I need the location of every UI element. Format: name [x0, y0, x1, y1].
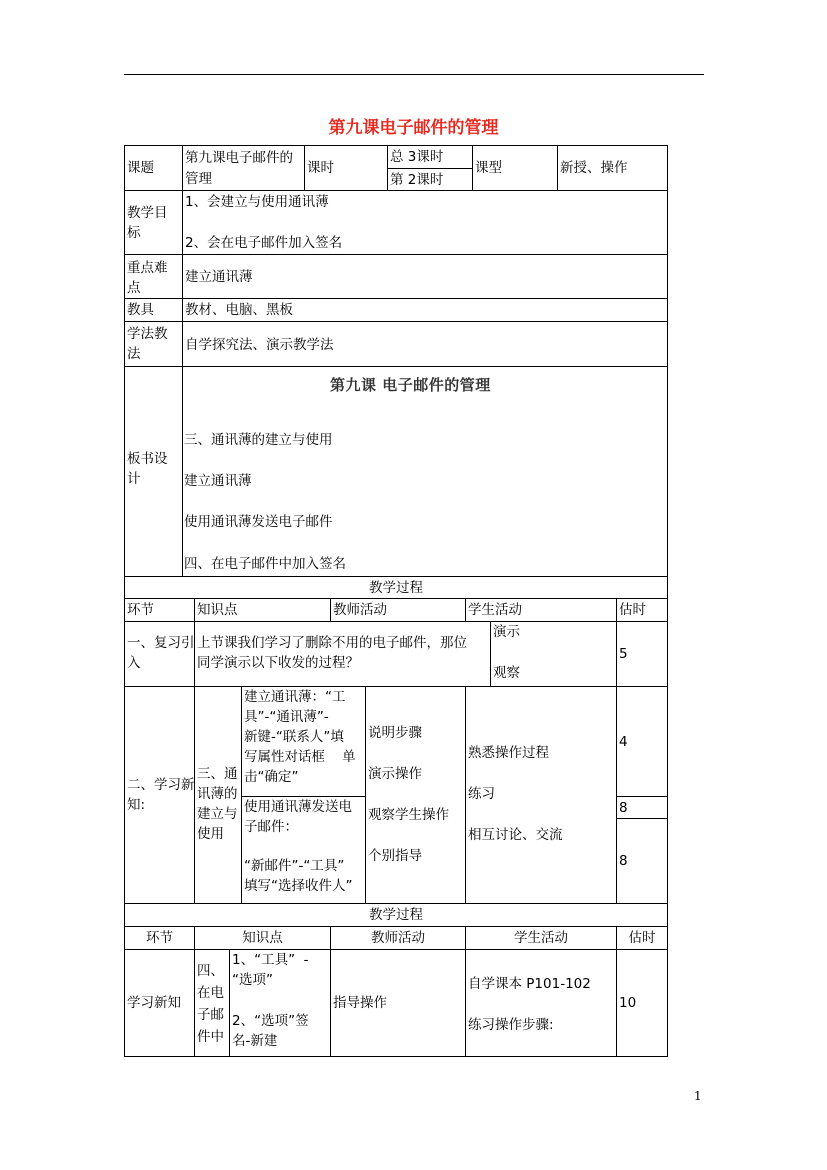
new-topic-line: 建立与: [197, 806, 238, 822]
student-activity: 练习: [468, 786, 495, 802]
sub1-line: 击“确定”: [244, 769, 299, 785]
new-sub2: [241, 796, 366, 904]
stage-2: 学习新知: [124, 949, 195, 1057]
student-activity: 相互讨论、交流: [468, 827, 563, 843]
sub1-line: 建立通讯薄：“工: [244, 689, 346, 705]
review-stage: [124, 621, 195, 687]
method-label-line: 法: [127, 346, 141, 362]
key-label-line: 重点难: [127, 260, 168, 276]
tools-value: 教材、电脑、黑板: [182, 298, 668, 322]
process-title-2: 教学过程: [124, 903, 668, 927]
board-line: 建立通讯薄: [184, 473, 252, 489]
keshi-label: 课时: [304, 145, 388, 191]
keti-value-line: 第九课电子邮件的: [185, 150, 293, 166]
teacher-activity: 观察学生操作: [368, 807, 449, 823]
point-line: “选项”: [232, 972, 273, 988]
goals-value: [182, 190, 668, 255]
col-student: 学生活动: [465, 598, 617, 622]
page-number: 1: [694, 1089, 702, 1103]
review-student: [490, 621, 617, 687]
keshi-current: [387, 168, 473, 191]
col-knowledge-2: 知识点: [194, 926, 331, 950]
review-text-line: 同学演示以下收发的过程？: [197, 655, 359, 671]
key-label-line: 点: [127, 280, 141, 296]
topic-2: [194, 949, 230, 1057]
time-2: 10: [616, 949, 668, 1057]
topic-2-line: 子邮: [197, 1007, 224, 1023]
col-time: 估时: [616, 598, 668, 622]
goals-label: [124, 190, 183, 255]
sub1-line: 新键-“联系人”填: [244, 729, 344, 745]
points-2: [229, 949, 331, 1057]
tools-label: 教具: [124, 298, 183, 322]
board-value: [182, 366, 668, 577]
review-stage-line: 入: [127, 655, 141, 671]
student-activity: 熟悉操作过程: [468, 745, 549, 761]
goals-label-line: 教学目: [127, 205, 168, 221]
new-stage-line: 二、学习新: [127, 777, 195, 793]
new-topic-line: 使用: [197, 826, 224, 842]
keshi-total-text: 总 3课时: [390, 149, 444, 165]
teacher-2: 指导操作: [330, 949, 466, 1057]
sub2-line: “新邮件”-“工具”: [244, 858, 345, 874]
topic-2-line: 四、: [197, 963, 224, 979]
goals-label-line: 标: [127, 225, 141, 241]
method-value: 自学探究法、演示教学法: [182, 321, 668, 367]
board-label: [124, 366, 183, 577]
sub2-line: 使用通讯薄发送电: [244, 799, 352, 815]
teacher-activity: 演示操作: [368, 766, 422, 782]
new-stage-line: 知:: [127, 797, 146, 813]
method-label: [124, 321, 183, 367]
col-teacher: 教师活动: [330, 598, 466, 622]
keti-value-line: 管理: [185, 171, 212, 187]
sub2-line: 填写“选择收件人”: [244, 878, 353, 894]
keti-label: 课题: [124, 145, 183, 191]
new-topic-line: 讯薄的: [197, 786, 238, 802]
student-2-line: 自学课本 P101-102: [468, 976, 591, 992]
kexing-label: 课型: [472, 145, 558, 191]
review-time: 5: [616, 621, 668, 687]
keshi-current-text: 第 2课时: [390, 171, 444, 188]
point-line: 名-新建: [232, 1033, 278, 1049]
board-label-line: 计: [127, 471, 141, 487]
board-line: 使用通讯薄发送电子邮件: [184, 514, 333, 530]
sub1-line: 写属性对话框 单: [244, 749, 356, 765]
kexing-value: 新授、操作: [557, 145, 668, 191]
goal-item: 1、会建立与使用通讯薄: [185, 194, 329, 210]
teacher-activity: 个别指导: [368, 848, 422, 864]
point-line: 2、“选项”签: [232, 1013, 309, 1029]
key-label: [124, 254, 183, 299]
new-sub1: [241, 686, 366, 797]
review-stage-line: 一、复习引: [127, 635, 195, 651]
time-cell: 8: [616, 796, 668, 819]
keshi-total: [387, 145, 473, 169]
new-topic-line: 三、通: [197, 766, 238, 782]
col-stage: 环节: [124, 598, 195, 622]
student-2-line: 练习操作步骤:: [468, 1017, 554, 1033]
method-label-line: 学法教: [127, 326, 168, 342]
header-rule: [124, 74, 704, 75]
teacher-activity: 说明步骤: [368, 725, 422, 741]
board-heading: 第九课 电子邮件的管理: [330, 376, 491, 394]
col-stage-2: 环节: [124, 926, 195, 950]
new-student: [465, 686, 617, 904]
topic-2-line: 件中: [197, 1029, 224, 1045]
goal-item: 2、会在电子邮件加入签名: [185, 235, 343, 251]
review-content: [194, 621, 491, 687]
col-teacher-2: 教师活动: [330, 926, 466, 950]
key-value: 建立通讯薄: [182, 254, 668, 299]
new-topic: [194, 686, 242, 904]
review-text-line: 上节课我们学习了删除不用的电子邮件，那位: [197, 635, 467, 651]
topic-2-line: 在电: [197, 985, 224, 1001]
new-teacher: [365, 686, 466, 904]
board-line: 三、通讯薄的建立与使用: [184, 432, 333, 448]
time-cell: 4: [616, 686, 668, 797]
review-student-line: 观察: [493, 665, 520, 681]
new-stage: [124, 686, 195, 904]
col-student-2: 学生活动: [465, 926, 617, 950]
point-line: 1、“工具” -: [232, 952, 309, 968]
board-line: 四、在电子邮件中加入签名: [184, 556, 346, 572]
board-label-line: 板书设: [127, 451, 168, 467]
sub2-line: 子邮件：: [244, 819, 298, 835]
col-time-2: 估时: [616, 926, 668, 950]
page-title: 第九课电子邮件的管理: [328, 118, 499, 138]
col-knowledge: 知识点: [194, 598, 331, 622]
time-cell: 8: [616, 818, 668, 904]
process-title: 教学过程: [124, 576, 668, 599]
student-2: [465, 949, 617, 1057]
review-student-line: 演示: [493, 624, 520, 640]
sub1-line: 具”-“通讯薄”-: [244, 709, 329, 725]
keti-value: [182, 145, 305, 191]
